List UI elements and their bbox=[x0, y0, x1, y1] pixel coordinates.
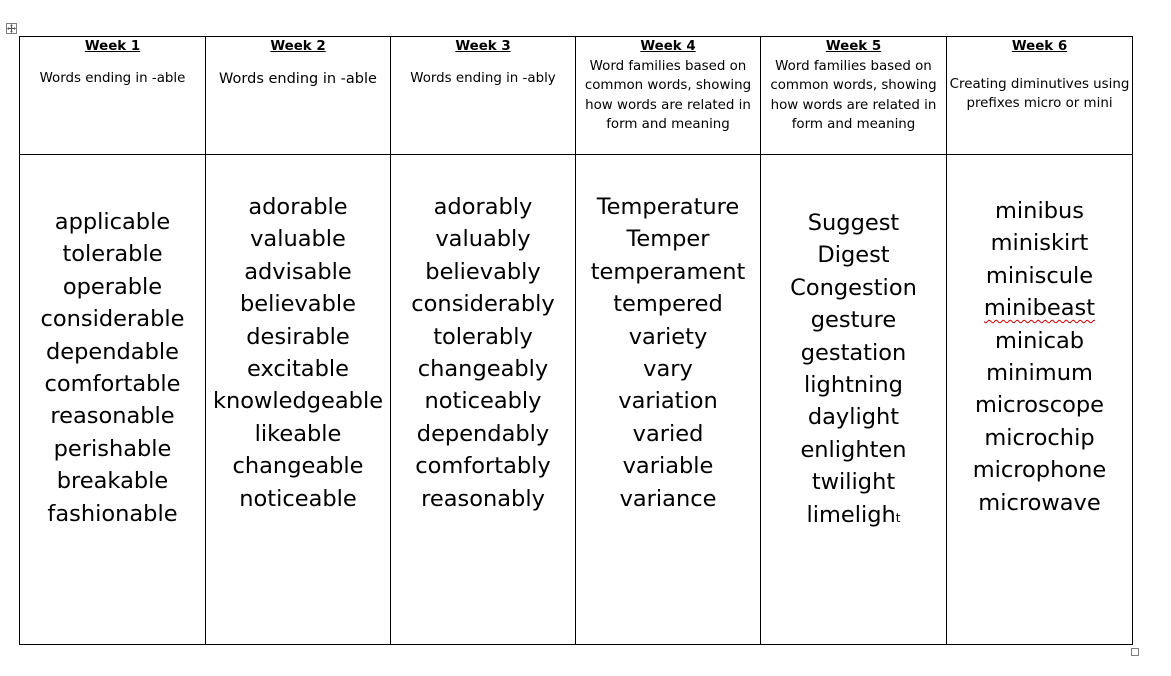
word: tempered bbox=[613, 291, 723, 318]
word: fashionable bbox=[47, 500, 178, 527]
word: comfortable bbox=[44, 371, 181, 398]
word: Suggest bbox=[807, 210, 900, 236]
word: desirable bbox=[246, 323, 350, 350]
word: minimum bbox=[986, 360, 1093, 387]
week-title: Week 5 bbox=[825, 39, 882, 54]
word bbox=[947, 292, 1132, 324]
word-cell-week-5[interactable] bbox=[761, 155, 947, 645]
word-cell-week-4[interactable] bbox=[576, 155, 761, 645]
week-description: Words ending in -able bbox=[39, 70, 186, 86]
word-list bbox=[206, 155, 390, 515]
word: variable bbox=[622, 453, 714, 480]
header-cell-week-3[interactable] bbox=[391, 37, 576, 155]
word: microphone bbox=[972, 457, 1107, 484]
week-title: Week 4 bbox=[640, 39, 696, 54]
word: miniscule bbox=[985, 262, 1094, 289]
word: changeable bbox=[232, 453, 364, 480]
word: believably bbox=[425, 258, 541, 285]
word: valuable bbox=[250, 226, 346, 253]
word: knowledgeable bbox=[212, 388, 384, 415]
word: adorably bbox=[433, 194, 533, 220]
word: noticeably bbox=[424, 388, 542, 415]
word: variation bbox=[618, 388, 718, 415]
word: Temper bbox=[626, 226, 710, 253]
word-cell-week-1[interactable] bbox=[20, 155, 206, 645]
header-cell-week-1[interactable] bbox=[20, 37, 206, 155]
word: microscope bbox=[974, 392, 1105, 419]
word: reasonable bbox=[50, 403, 175, 430]
week-description: Words ending in -ably bbox=[410, 70, 556, 86]
word: likeable bbox=[254, 420, 342, 447]
word: breakable bbox=[56, 468, 169, 495]
header-cell-week-2[interactable] bbox=[206, 37, 391, 155]
week-description: Word families based on common words, showing how words are related in form and meaning bbox=[770, 58, 937, 133]
header-row bbox=[20, 37, 1133, 155]
week-title: Week 6 bbox=[1011, 39, 1068, 54]
word-list bbox=[20, 155, 205, 530]
word: believable bbox=[240, 291, 356, 318]
week-description: Creating diminutives using prefixes micro or mini bbox=[949, 76, 1130, 112]
week-description: Word families based on common words, showing how words are related in form and meaning bbox=[584, 58, 752, 133]
word-main: limeligh bbox=[806, 501, 896, 528]
word: Temperature bbox=[596, 194, 740, 220]
word: dependable bbox=[46, 338, 179, 365]
header-cell-week-4[interactable] bbox=[576, 37, 761, 155]
word: tolerably bbox=[433, 323, 533, 350]
word-cell-week-2[interactable] bbox=[206, 155, 391, 645]
word-cell-week-3[interactable] bbox=[391, 155, 576, 645]
word: considerable bbox=[40, 306, 185, 333]
week-description: Words ending in -able bbox=[219, 70, 377, 87]
word: comfortably bbox=[415, 453, 551, 480]
word: Digest bbox=[817, 242, 890, 269]
word: excitable bbox=[247, 356, 349, 383]
word: valuably bbox=[435, 226, 531, 253]
word: enlighten bbox=[800, 436, 907, 463]
spelling-table[interactable] bbox=[19, 36, 1133, 645]
word: considerably bbox=[411, 291, 555, 318]
header-cell-week-5[interactable] bbox=[761, 37, 947, 155]
word: temperament bbox=[590, 258, 746, 285]
word: variance bbox=[619, 485, 717, 512]
word-list bbox=[576, 155, 760, 515]
week-title: Week 2 bbox=[270, 39, 326, 54]
word: daylight bbox=[807, 404, 900, 431]
word: changeably bbox=[417, 356, 549, 383]
table-move-icon[interactable] bbox=[6, 23, 17, 34]
word: miniskirt bbox=[990, 230, 1089, 257]
word: Congestion bbox=[790, 274, 917, 301]
word: vary bbox=[643, 356, 693, 383]
word: microchip bbox=[984, 424, 1095, 451]
word: dependably bbox=[416, 420, 550, 447]
word: minicab bbox=[994, 327, 1085, 354]
word: minibus bbox=[995, 198, 1084, 224]
misspelled-word[interactable]: minibeast bbox=[983, 295, 1096, 322]
word: varied bbox=[632, 420, 704, 447]
word: reasonably bbox=[421, 485, 545, 512]
week-title: Week 1 bbox=[84, 39, 141, 54]
word: gesture bbox=[810, 307, 897, 334]
word bbox=[761, 499, 946, 534]
words-row bbox=[20, 155, 1133, 645]
word-list bbox=[391, 155, 575, 515]
week-title: Week 3 bbox=[455, 39, 511, 54]
word: gestation bbox=[800, 339, 907, 366]
word: operable bbox=[62, 273, 163, 300]
word: microwave bbox=[978, 489, 1101, 516]
word: tolerable bbox=[62, 241, 163, 268]
header-cell-week-6[interactable] bbox=[947, 37, 1133, 155]
word-trailing-letter: t bbox=[895, 510, 901, 525]
word: advisable bbox=[244, 258, 352, 285]
word-list bbox=[761, 155, 946, 534]
word: noticeable bbox=[239, 485, 357, 512]
word: applicable bbox=[54, 209, 171, 235]
word: lightning bbox=[804, 372, 903, 399]
word-cell-week-6[interactable] bbox=[947, 155, 1133, 645]
word: adorable bbox=[248, 194, 348, 220]
word: perishable bbox=[53, 435, 172, 462]
table-resize-icon[interactable] bbox=[1131, 648, 1139, 656]
word: variety bbox=[628, 323, 708, 350]
word: twilight bbox=[811, 469, 896, 496]
word-list bbox=[947, 155, 1132, 519]
